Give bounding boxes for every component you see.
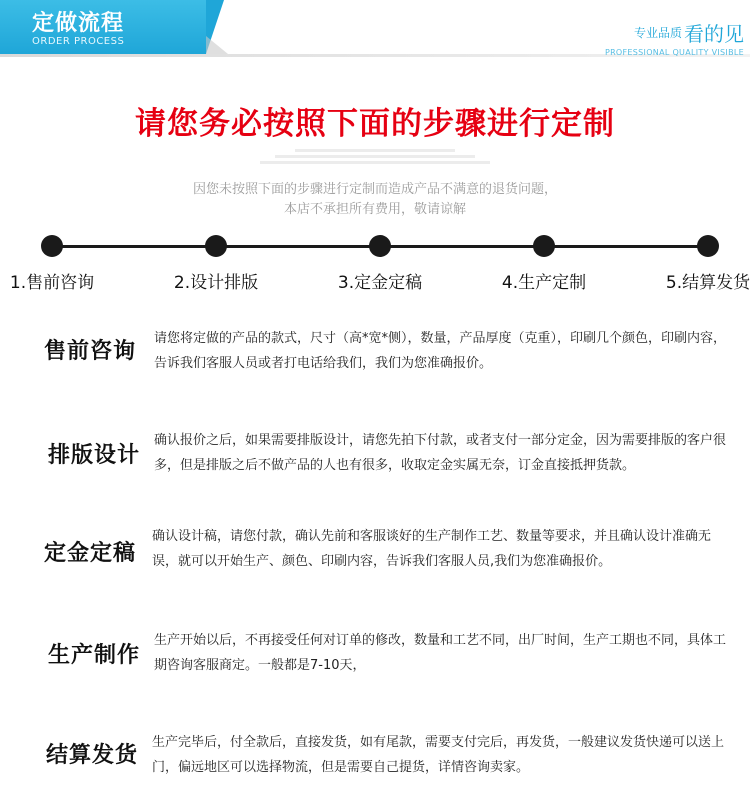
step-label: 2.设计排版 xyxy=(173,273,259,293)
step-dot xyxy=(697,235,719,257)
step-5 xyxy=(638,230,750,293)
step-dot xyxy=(41,235,63,257)
header-banner xyxy=(0,0,206,54)
section-title: 生产制作 xyxy=(48,643,141,668)
section-text: 确认报价之后，如果需要排版设计，请您先拍下付款，或者支付一部分定金，因为需要排版的客户很多，但是排版之后不做产品的人也有很多，收取定金实属无奈，订金直接抵押货款。 xyxy=(154,433,727,473)
step-dot xyxy=(205,235,227,257)
step-2 xyxy=(146,230,286,293)
header-fold-decoration xyxy=(206,36,228,54)
step-1 xyxy=(0,230,122,293)
notice-line-2: 本店不承担所有费用，敬请谅解 xyxy=(283,202,466,217)
step-3 xyxy=(310,230,450,293)
page-header xyxy=(0,0,750,56)
slogan-sub: PROFESSIONAL QUALITY VISIBLE xyxy=(604,48,744,57)
section-text: 请您将定做的产品的款式，尺寸（高*宽*侧），数量，产品厚度（克重），印刷几个颜色，印刷内容，告诉我们客服人员或者打电话给我们，我们为您准确报价。 xyxy=(154,331,727,371)
step-label: 3.定金定稿 xyxy=(337,273,423,293)
notice-text xyxy=(0,180,750,220)
decorative-faint-lines xyxy=(250,146,500,167)
section-title: 排版设计 xyxy=(48,443,141,468)
section-title: 售前咨询 xyxy=(44,339,137,364)
header-title: 定做流程 xyxy=(32,11,125,36)
section-title: 定金定稿 xyxy=(44,541,137,566)
notice-line-1: 因您未按照下面的步骤进行定制而造成产品不满意的退货问题， xyxy=(192,182,557,197)
step-dot xyxy=(369,235,391,257)
quality-slogan xyxy=(605,18,744,57)
section-text: 生产开始以后，不再接受任何对订单的修改，数量和工艺不同，出厂时间，生产工期也不同，具体工期咨询客服商定。一般都是7-10天， xyxy=(154,633,727,673)
step-dot xyxy=(533,235,555,257)
process-timeline xyxy=(0,230,750,300)
step-label: 1.售前咨询 xyxy=(9,273,95,293)
section-text: 生产完毕后，付全款后，直接发货，如有尾款，需要支付完后，再发货，一般建议发货快递可以送上门，偏远地区可以选择物流，但是需要自己提货，详情咨询卖家。 xyxy=(152,735,725,775)
slogan-big: 看的见 xyxy=(684,22,744,46)
main-headline: 请您务必按照下面的步骤进行定制 xyxy=(135,106,615,142)
step-label: 4.生产定制 xyxy=(501,273,587,293)
slogan-small: 专业品质 xyxy=(633,26,682,40)
section-text: 确认设计稿，请您付款，确认先前和客服谈好的生产制作工艺、数量等要求，并且确认设计准确无误，就可以开始生产、颜色、印刷内容，告诉我们客服人员,我们为您准确报价。 xyxy=(152,529,712,569)
step-4 xyxy=(474,230,614,293)
header-subtitle: ORDER PROCESS xyxy=(32,36,125,47)
section-title: 结算发货 xyxy=(46,743,139,768)
step-label: 5.结算发货 xyxy=(665,273,750,293)
